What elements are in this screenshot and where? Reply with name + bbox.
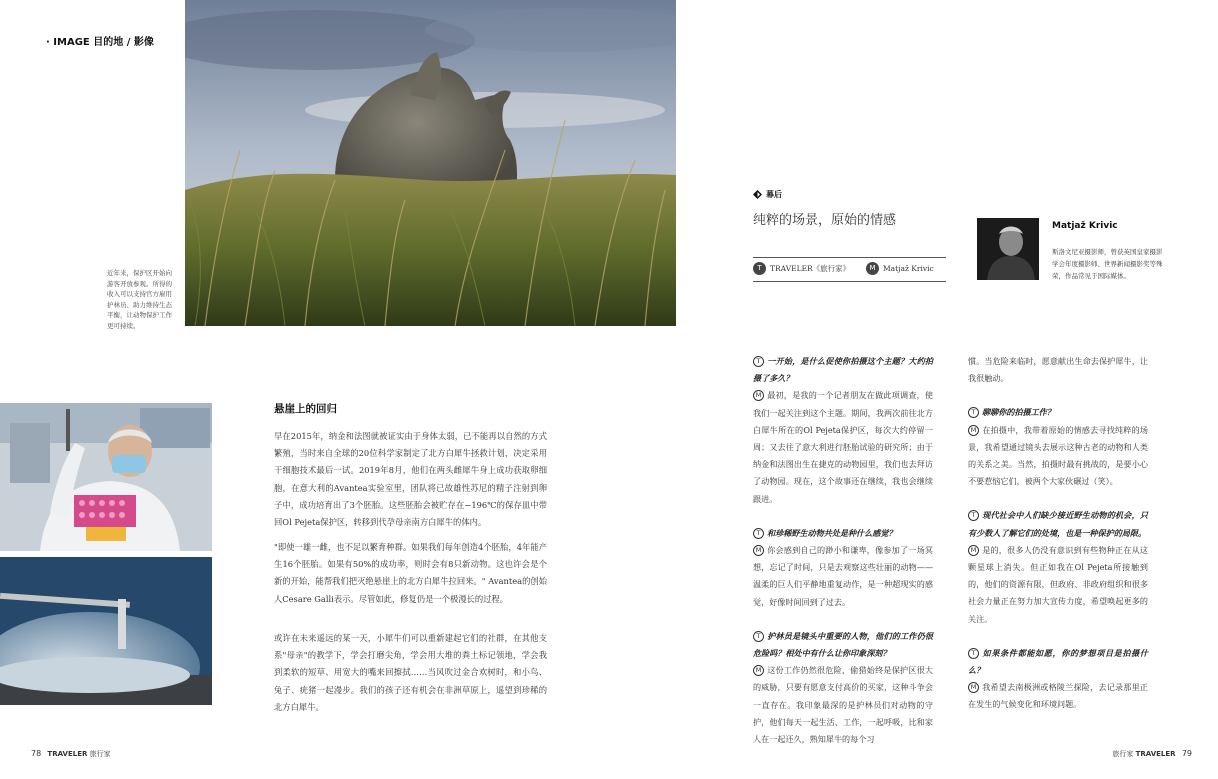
diamond-icon (753, 190, 762, 199)
qa-item (968, 507, 1148, 627)
article-title: 悬崖上的回归 (274, 403, 337, 415)
answer: 我希望去南极洲或格陵兰探险，去记录那里正在发生的气候变化和环境问题。 (968, 682, 1148, 710)
t-mark-icon: T (753, 631, 764, 642)
byline-traveler (753, 262, 850, 275)
answer: 最初，是我的一个记者朋友在做此项调查，使我们一起关注到这个主题。期间，我两次前往北方白犀牛所在的Ol Pejeta保护区，每次大约停留一周；又去往了意大利进行胚胎试验的研究所；由于纳金和法图出生在捷克的动物园里，我们也去拜访了动物园。现在，这个故事还在继续，我也会继续跟进。 (753, 390, 933, 504)
qa-item (968, 404, 1148, 490)
m-mark-icon: M (753, 390, 764, 401)
article-paragraph: 或许在未来遥远的某一天，小犀牛们可以重新建起它们的社群，在其他支系"母亲"的教学下，学会打磨尖角，学会用大堆的粪土标记领地，学会我到柔软的短草、用宽大的嘴来回擦拭……当风吹过金合欢树时，和小鸟、兔子、疣猪一起漫步。我们的孩子还有机会在非洲草原上，遥望到珍稀的北方白犀牛。 (274, 633, 547, 712)
byline-divider (753, 281, 946, 282)
qa-item (753, 525, 933, 611)
qa-item (753, 628, 933, 748)
qa-continuation: 惯。当危险来临时，愿意献出生命去保护犀牛，让我很触动。 (968, 356, 1148, 384)
qa-item (753, 353, 933, 508)
cryo-storage-photo (0, 557, 212, 705)
behind-the-scenes-label (753, 189, 782, 200)
byline-divider (753, 257, 946, 258)
page-number-right: 79 (1181, 749, 1192, 758)
t-mark-icon: T (968, 510, 979, 521)
page-number-left: 78 (31, 749, 42, 758)
answer: 是的，很多人仍没有意识到有些物种正在从这颗星球上消失。但正如我在Ol Pejeta所接触到的，他们的资源有限，但政府、非政府组织和很多社会力量正在努力加大宣传力度，希望唤起更多的关注。 (968, 544, 1148, 624)
m-mark-icon: M (753, 665, 764, 676)
t-badge-icon: T (753, 262, 766, 275)
article-paragraph: "即使一雄一雌，也不足以繁育种群。如果我们每年创造4个胚胎，4年能产生16个胚胎。如果有50%的成功率，则时会有8只新动物。这也许会是个新的开始，能帮我们把灭绝悬崖上的北方白犀牛拉回来。" Avantea的创始人Cesare Galli表示。尽管如此，修复仍是一个极漫长的过程。 (274, 542, 547, 604)
answer: 你会感到自己的渺小和谦卑，像参加了一场冥想，忘记了时间，只是去观察这些壮丽的动物——温柔的巨人们平静地重复动作，是一种超现实的感觉，好像时间回到了过去。 (753, 545, 933, 607)
photographer-portrait (977, 218, 1039, 280)
footer-brand: TRAVELER (1135, 750, 1176, 758)
question: 和珍稀野生动物共处是种什么感觉？ (767, 527, 897, 538)
answer: 这份工作仍然很危险，偷猎始终是保护区很大的威胁，只要有愿意支付高价的买家，这种斗争会一直存在。我印象最深的是护林员们对动物的守护，他们每天一起生活、工作，一起呼吸，比和家人在一起还久，熟知犀牛的每个习 (753, 665, 933, 745)
question: 护林员是镜头中重要的人物，他们的工作仍很危险吗？相处中有什么让你印象深刻？ (753, 630, 933, 659)
t-mark-icon: T (753, 528, 764, 539)
t-mark-icon: T (753, 356, 764, 367)
m-mark-icon: M (753, 545, 764, 556)
question: 现代社会中人们缺少接近野生动物的机会，只有少数人了解它们的处境，也是一种保护的局限。 (968, 510, 1148, 538)
m-mark-icon: M (968, 682, 979, 693)
photographer-name: Matjaž Krivic (1052, 221, 1118, 231)
question: 如果条件都能如愿，你的梦想项目是拍摄什么？ (968, 647, 1148, 676)
photo-caption: 近年来，保护区开始向游客开放参观。所得的收入可以支持官方雇用护林员、助力维持生态平衡，让动物保护工作更可持续。 (107, 269, 172, 330)
qa-column-1 (753, 353, 933, 765)
byline-photographer-text: Matjaž Krivic (883, 264, 934, 273)
byline-traveler-text: TRAVELER《旅行家》 (770, 264, 851, 273)
m-mark-icon: M (968, 545, 979, 556)
footer-brand: TRAVELER (47, 750, 88, 758)
section-tag: · IMAGE 目的地 / 影像 (46, 37, 154, 48)
m-mark-icon: M (968, 425, 979, 436)
footer-left (27, 749, 111, 759)
footer-brand-cn: 旅行家 (89, 750, 111, 758)
article-paragraph: 早在2015年，纳金和法图就被证实由于身体太弱，已不能再以自然的方式繁殖，当时来自全球的20位科学家制定了北方白犀牛拯救计划，决定采用干细胞技术最后一试。2019年8月，他们在两头雌犀牛身上成功获取卵细胞，在意大利的Avantea实验室里，团队将已故雄性苏尼的精子注射到卵子中，成功培育出了3个胚胎。这些胚胎会被贮存在−196℃的保存皿中带回Ol Pejeta保护区，转移到代孕母亲南方白犀牛的体内。 (274, 431, 547, 528)
photographer-bio: 斯洛文尼亚摄影师，曾获英国皇家摄影学会年度摄影师、世界新闻摄影奖等殊荣，作品常见于国际媒体。 (1052, 248, 1163, 280)
rhino-photo (185, 0, 676, 326)
answer: 在拍摄中，我带着原始的情感去寻找纯粹的场景，我希望通过镜头去展示这种古老的动物和人类的关系之美。当然，拍摄时最有挑战的，是要小心不要惹恼它们，被两个大家伙碾过（笑）。 (968, 424, 1148, 487)
t-mark-icon: T (968, 648, 979, 659)
m-badge-icon: M (866, 262, 879, 275)
lab-scientist-photo (0, 403, 212, 551)
question: 聊聊你的拍摄工作？ (982, 407, 1055, 418)
behind-label-text: 幕后 (766, 190, 782, 199)
footer-right (1112, 749, 1196, 759)
question: 一开始，是什么促使你拍摄这个主题？大约拍摄了多久？ (753, 356, 933, 384)
qa-item (968, 645, 1148, 714)
byline-photographer (866, 262, 934, 275)
footer-brand-cn: 旅行家 (1112, 750, 1134, 758)
feature-subtitle: 纯粹的场景，原始的情感 (753, 213, 897, 228)
qa-column-2 (968, 353, 1148, 731)
t-mark-icon: T (968, 407, 979, 418)
